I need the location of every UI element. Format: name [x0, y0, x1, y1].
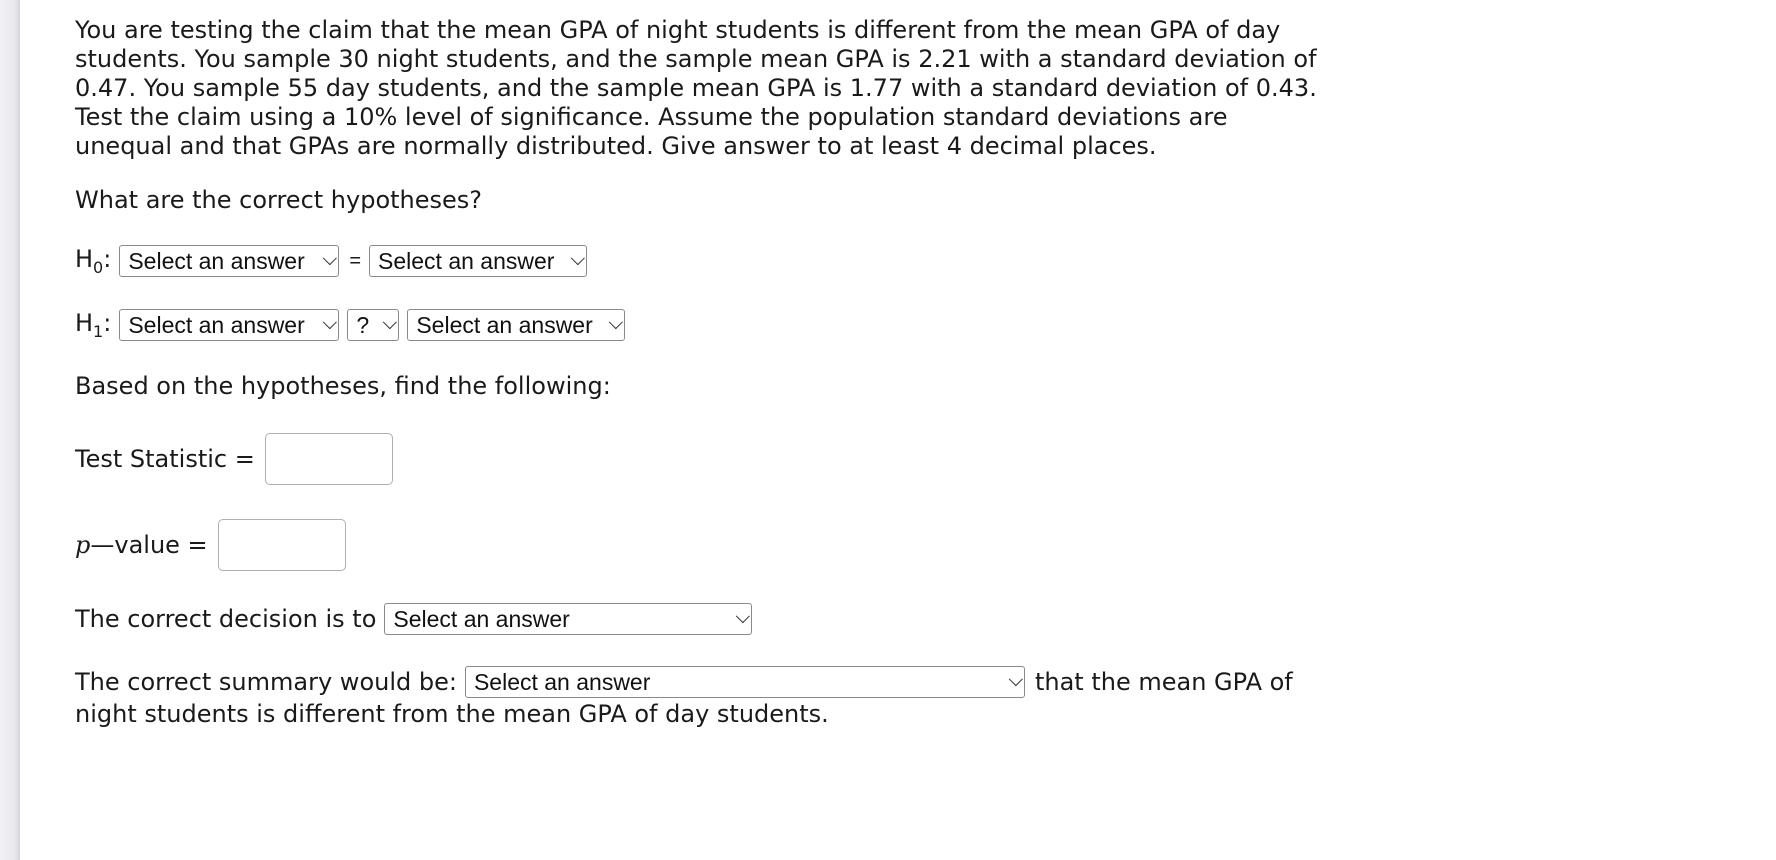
chevron-down-icon: [736, 609, 750, 623]
chevron-down-icon: [323, 315, 337, 329]
summary-tail-line2: [75, 700, 829, 728]
test-statistic-row: [75, 433, 393, 485]
summary-select[interactable]: Select an answer: [465, 666, 1025, 698]
find-prompt: [75, 372, 611, 400]
summary-label: The correct summary would be:: [75, 668, 457, 696]
test-statistic-input[interactable]: [265, 433, 393, 485]
chevron-down-icon: [571, 251, 585, 265]
h1-label: $H_1$:: [75, 309, 112, 341]
question-text: You are testing the claim that the mean GPA of night students is different from the mean GPA of day students. You sample 30 night students, and the sample mean GPA is 2.21 with a standard deviation of 0.47. You sample 55 day students, and the sample mean GPA is 1.77 with a standard deviation of 0.43. Test the claim using a 10% level of significance. Assume the population standard deviations are unequal and that GPAs are normally distributed. Give answer to at least 4 decimal places.: [75, 16, 1317, 160]
decision-label: The correct decision is to: [75, 605, 377, 633]
hypotheses-prompt: [75, 186, 482, 214]
find-prompt-text: Based on the hypotheses, find the following:: [75, 372, 611, 400]
h0-operator: =: [349, 249, 362, 272]
decision-select[interactable]: Select an answer: [384, 603, 752, 635]
chevron-down-icon: [609, 315, 623, 329]
test-statistic-label: Test Statistic =: [75, 445, 255, 473]
chevron-down-icon: [383, 315, 397, 329]
summary-row: [75, 666, 1293, 698]
p-value-label: p—value =: [75, 531, 208, 559]
p-value-input[interactable]: [218, 519, 346, 571]
decision-row: [75, 603, 752, 635]
h1-operator-select[interactable]: ?: [347, 309, 399, 341]
chevron-down-icon: [1009, 672, 1023, 686]
sidebar-edge: [0, 0, 20, 860]
hypotheses-prompt-text: What are the correct hypotheses?: [75, 186, 483, 214]
summary-tail: that the mean GPA of: [1034, 668, 1293, 696]
chevron-down-icon: [323, 251, 337, 265]
h0-left-select[interactable]: Select an answer: [119, 245, 339, 277]
h1-right-select[interactable]: Select an answer: [407, 309, 625, 341]
p-value-row: [75, 519, 346, 571]
h0-label: $H_0$:: [75, 245, 112, 277]
summary-tail-text: night students is different from the mean GPA of day students.: [75, 700, 829, 728]
question-content: [75, 16, 1325, 161]
h1-row: [75, 309, 625, 341]
h0-right-select[interactable]: Select an answer: [369, 245, 587, 277]
h1-left-select[interactable]: Select an answer: [119, 309, 339, 341]
h0-row: [75, 245, 587, 277]
